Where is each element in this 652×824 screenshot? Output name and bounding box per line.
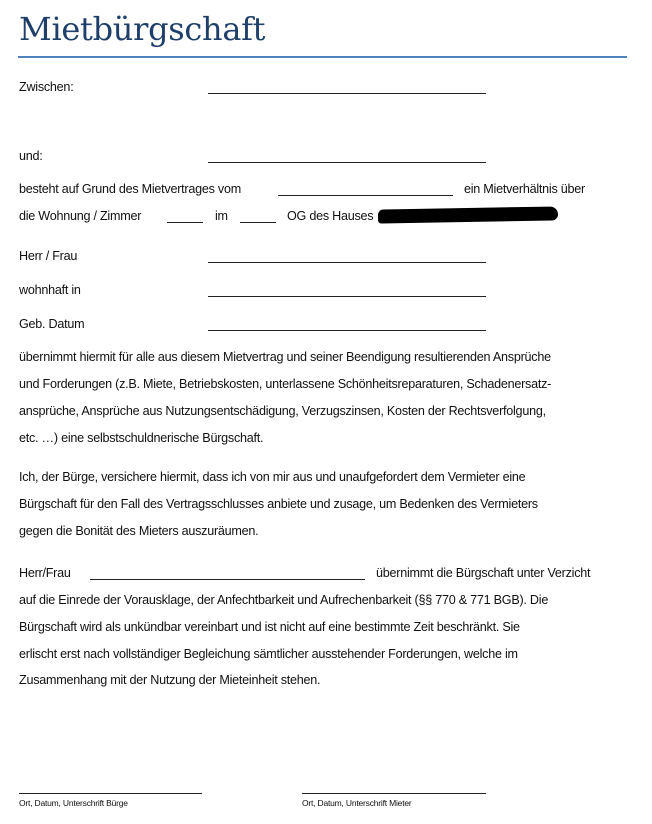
signature-label-buerge: Ort, Datum, Unterschrift Bürge (19, 798, 128, 808)
label-besteht: besteht auf Grund des Mietvertrages vom (19, 182, 241, 196)
field-und[interactable] (208, 162, 486, 163)
label-mietverhaeltnis: ein Mietverhältnis über (464, 182, 585, 196)
label-wohnhaft: wohnhaft in (19, 283, 81, 297)
field-geb-datum[interactable] (208, 330, 486, 331)
para1-line: und Forderungen (z.B. Miete, Betriebskosten, unterlassene Schönheitsreparaturen, Schadenersatz- (19, 377, 552, 391)
label-im: im (215, 209, 228, 223)
para1-line: ansprüche, Ansprüche aus Nutzungsentschädigung, Verzugszinsen, Kosten der Rechtsverfolgung, (19, 404, 546, 418)
field-zimmer[interactable] (167, 222, 203, 223)
label-herr-frau: Herr / Frau (19, 249, 78, 263)
para3-line: auf die Einrede der Vorausklage, der Anfechtbarkeit und Aufrechenbarkeit (§§ 770 & 771 BGB). Die (19, 593, 549, 607)
signature-line-buerge[interactable] (19, 793, 202, 794)
field-buerge-name[interactable] (90, 579, 365, 580)
para2-line: gegen die Bonität des Mieters auszuräumen. (19, 524, 259, 538)
field-zwischen[interactable] (208, 93, 486, 94)
field-og[interactable] (240, 222, 276, 223)
para3-line: Zusammenhang mit der Nutzung der Mieteinheit stehen. (19, 673, 321, 687)
field-mietvertrag-datum[interactable] (278, 195, 453, 196)
signature-line-mieter[interactable] (302, 793, 486, 794)
label-og: OG des Hauses (287, 209, 374, 223)
para3-line: erlischt erst nach vollständiger Begleichung sämtlicher ausstehender Forderungen, welche im (19, 647, 518, 661)
label-wohnung: die Wohnung / Zimmer (19, 209, 142, 223)
signature-label-mieter: Ort, Datum, Unterschrift Mieter (302, 798, 412, 808)
para1-line: etc. …) eine selbstschuldnerische Bürgschaft. (19, 431, 264, 445)
label-geb-datum: Geb. Datum (19, 317, 85, 331)
para3-first: übernimmt die Bürgschaft unter Verzicht (376, 566, 591, 580)
para2-line: Bürgschaft für den Fall des Vertragsschlusses anbiete und zusage, um Bedenken des Vermieters (19, 497, 538, 511)
label-zwischen: Zwischen: (19, 80, 74, 94)
field-wohnhaft[interactable] (208, 296, 486, 297)
para2-line: Ich, der Bürge, versichere hiermit, dass ich von mir aus und unaufgefordert dem Vermieter eine (19, 470, 526, 484)
para1-line: übernimmt hiermit für alle aus diesem Mietvertrag und seiner Beendigung resultierenden Ansprüche (19, 350, 551, 364)
document-title: Mietbürgschaft (19, 10, 266, 48)
field-herr-frau[interactable] (208, 262, 486, 263)
label-und: und: (19, 149, 43, 163)
title-underline (18, 56, 627, 58)
redaction-mark (378, 206, 558, 223)
para3-line: Bürgschaft wird als unkündbar vereinbart und ist nicht auf eine bestimmte Zeit beschränkt. Sie (19, 620, 520, 634)
para3-label: Herr/Frau (19, 566, 71, 580)
